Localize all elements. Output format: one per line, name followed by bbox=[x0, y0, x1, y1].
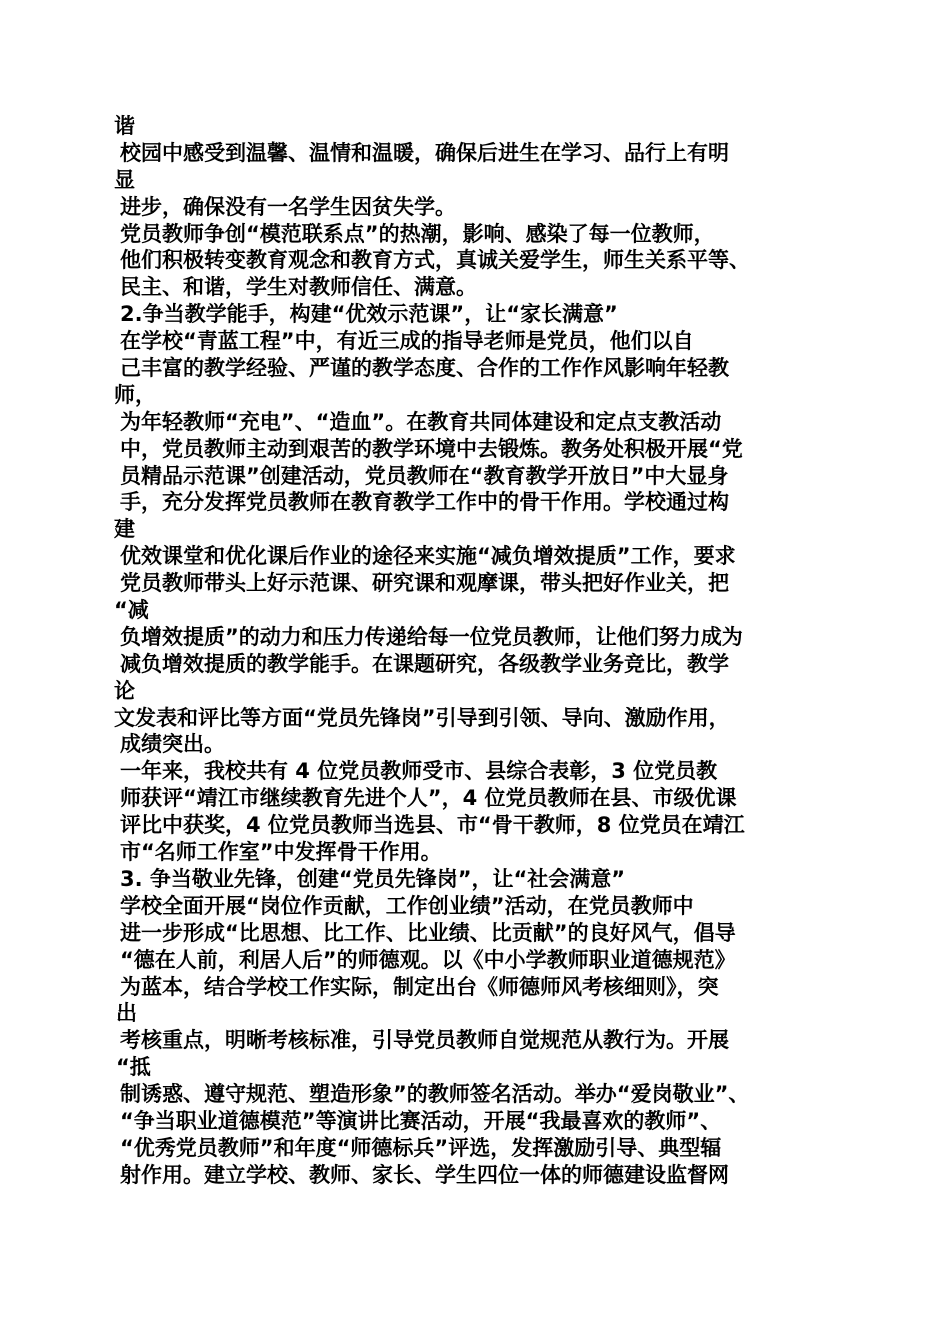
text-line: 射作用。建立学校、教师、家长、学生四位一体的师德建设监督网 bbox=[120, 1162, 729, 1187]
text-line: 为蓝本，结合学校工作实际，制定出台《师德师风考核细则》，突 bbox=[120, 974, 719, 999]
text-line: “减 bbox=[114, 598, 149, 623]
text-line: 负增效提质”的动力和压力传递给每一位党员教师，让他们努力成为 bbox=[120, 624, 743, 649]
text-line: 评比中获奖，4 位党员教师当选县、市“骨干教师，8 位党员在靖江 bbox=[120, 813, 745, 838]
text-line: “优秀党员教师”和年度“师德标兵”评选，发挥激励引导、典型辐 bbox=[120, 1135, 722, 1160]
text-line: 建 bbox=[114, 517, 135, 542]
text-line: 减负增效提质的教学能手。在课题研究，各级教学业务竞比，教学 bbox=[120, 651, 729, 676]
text-line: 党员教师争创“模范联系点”的热潮，影响、感染了每一位教师， bbox=[120, 221, 715, 246]
text-line: 为年轻教师“充电”、“造血”。在教育共同体建设和定点支教活动 bbox=[120, 409, 722, 434]
text-line: 民主、和谐，学生对教师信任、满意。 bbox=[120, 275, 477, 300]
document-body bbox=[0, 113, 950, 1189]
section-heading: 3. 争当敬业先锋，创建“党员先锋岗”，让“社会满意” bbox=[120, 866, 626, 891]
text-line: 制诱惑、遵守规范、塑造形象”的教师签名活动。举办“爱岗敬业”、 bbox=[120, 1082, 750, 1107]
text-line: 己丰富的教学经验、严谨的教学态度、合作的工作作风影响年轻教 bbox=[120, 356, 729, 381]
text-line: “抵 bbox=[116, 1055, 151, 1080]
text-line: 校园中感受到温馨、温情和温暖，确保后进生在学习、品行上有明 bbox=[120, 140, 729, 165]
section-heading: 2.争当教学能手，构建“优效示范课”，让“家长满意” bbox=[120, 302, 618, 327]
text-line: 党员教师带头上好示范课、研究课和观摩课，带头把好作业关，把 bbox=[120, 571, 729, 596]
text-line: 学校全面开展“岗位作贡献，工作创业绩”活动，在党员教师中 bbox=[120, 893, 694, 918]
text-line: 市“名师工作室”中发挥骨干作用。 bbox=[120, 840, 442, 865]
text-line: 在学校“青蓝工程”中，有近三成的指导老师是党员，他们以自 bbox=[120, 329, 694, 354]
text-line: 谐 bbox=[114, 114, 135, 138]
text-line: 师获评“靖江市继续教育先进个人”，4 位党员教师在县、市级优课 bbox=[120, 786, 737, 811]
text-line: 他们积极转变教育观念和教育方式，真诚关爱学生，师生关系平等、 bbox=[120, 248, 750, 273]
text-line: 员精品示范课”创建活动，党员教师在“教育教学开放日”中大显身 bbox=[120, 463, 729, 488]
text-line: 师， bbox=[114, 382, 156, 407]
text-line: 出 bbox=[116, 1001, 137, 1026]
text-line: “争当职业道德模范”等演讲比赛活动，开展“我最喜欢的教师”、 bbox=[120, 1108, 722, 1133]
text-line: 论 bbox=[114, 678, 135, 703]
text-line: 一年来，我校共有 4 位党员教师受市、县综合表彰，3 位党员教 bbox=[120, 759, 718, 784]
text-line: “德在人前，利居人后”的师德观。以《中小学教师职业道德规范》 bbox=[120, 947, 736, 972]
text-line: 手，充分发挥党员教师在教育教学工作中的骨干作用。学校通过构 bbox=[120, 490, 729, 515]
text-line: 进步，确保没有一名学生因贫失学。 bbox=[120, 194, 456, 219]
text-line: 显 bbox=[114, 167, 135, 192]
text-line: 文发表和评比等方面“党员先锋岗”引导到引领、导向、激励作用， bbox=[114, 705, 730, 730]
text-line: 优效课堂和优化课后作业的途径来实施“减负增效提质”工作，要求 bbox=[120, 544, 736, 569]
text-line: 进一步形成“比思想、比工作、比业绩、比贡献”的良好风气，倡导 bbox=[120, 920, 736, 945]
text-line: 中，党员教师主动到艰苦的教学环境中去锻炼。教务处积极开展“党 bbox=[120, 436, 743, 461]
text-line: 成绩突出。 bbox=[120, 732, 225, 757]
text-line: 考核重点，明晰考核标准，引导党员教师自觉规范从教行为。开展 bbox=[120, 1028, 729, 1053]
